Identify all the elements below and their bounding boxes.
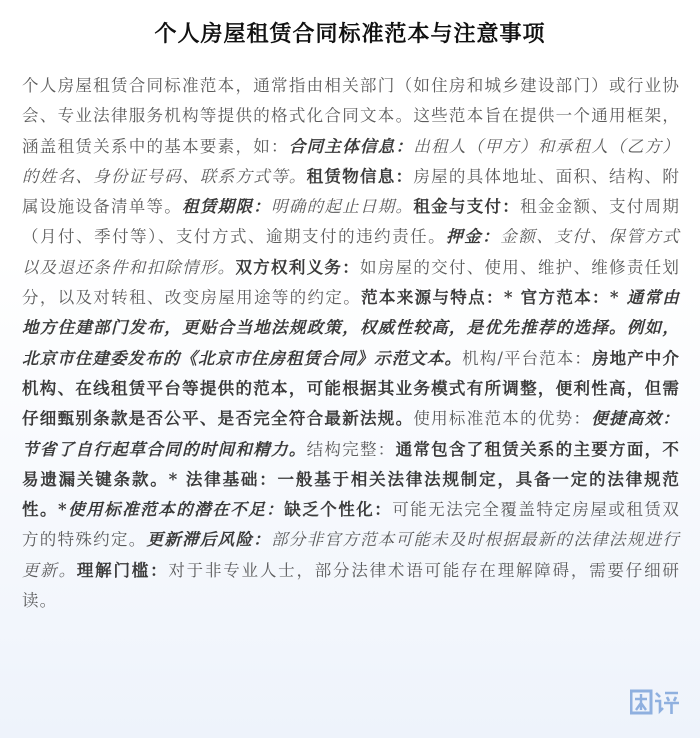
text-segment: 租赁期限：: [182, 197, 272, 217]
text-segment: *使用标准范本的潜在不足：: [58, 500, 285, 520]
text-segment: 结构完整：: [306, 439, 396, 459]
document-body: [22, 71, 680, 616]
text-segment: 房地产中介机构、在线租赁平台等提供的范本，可能根据其业务模式有所调整，便利性高，但需仔细甄别条款是否公平、是否完全符合最新法规。: [22, 348, 681, 429]
text-segment: 缺乏个性化：: [284, 500, 393, 520]
text-segment: 金额、支付、保管方式以及退还条件和扣除情形。: [22, 227, 680, 277]
text-segment: 便捷高效：节省了自行起草合同的时间和精力。: [22, 409, 681, 459]
text-segment: 对于非专业人士，部分法律术语可能存在理解障碍，需要仔细研读。: [22, 560, 680, 611]
text-segment: 如房屋的交付、使用、维护、维修责任划分，以及对转租、改变房屋用途等的约定。: [22, 257, 681, 308]
text-segment: 理解门槛：: [76, 560, 169, 580]
text-segment: 押金：: [446, 227, 501, 247]
watermark-logo: [630, 688, 680, 716]
text-segment: 租金金额、支付周期（月付、季付等）、支付方式、逾期支付的违约责任。: [22, 197, 680, 247]
text-segment: 通常包含了租赁关系的主要方面，不易遗漏关键条款。* 法律基础：一般基于相关法律法规制定，具备一定的法律规范性。: [22, 439, 681, 520]
text-segment: 可能无法完全覆盖特定房屋或租赁双方的特殊约定。: [22, 500, 680, 550]
text-segment: 房屋的具体地址、面积、结构、附属设施设备清单等。: [22, 166, 680, 217]
page-title: 个人房屋租赁合同标准范本与注意事项: [154, 22, 546, 47]
text-segment: * 通常由地方住建部门发布，更贴合当地法规政策，权威性较高，是优先推荐的选择。例如，北京市住建委发布的《北京市住房租赁合同》示范文本。: [22, 288, 681, 368]
text-segment: 部分非官方范本可能未及时根据最新的法律法规进行更新。: [22, 530, 681, 580]
text-segment: 机构/平台范本：: [462, 348, 592, 368]
text-segment: 更新滞后风险：: [146, 530, 272, 550]
text-segment: 合同主体信息：: [288, 136, 414, 156]
text-segment: 明确的起止日期。: [271, 197, 414, 217]
text-segment: 个人房屋租赁合同标准范本，通常指由相关部门（如住房和城乡建设部门）或行业协会、专业法律服务机构等提供的格式化合同文本。这些范本旨在提供一个通用框架，涵盖租赁关系中的基本要素，如：: [22, 76, 680, 156]
text-segment: 双方权利义务：: [235, 257, 360, 277]
text-segment: 租金与支付：: [413, 197, 521, 217]
text-segment: 租赁物信息：: [306, 166, 414, 186]
text-segment: 范本来源与特点：* 官方范本：: [361, 288, 610, 308]
logo-icon: [630, 688, 680, 716]
text-segment: 出租人（甲方）和承租人（乙方）的姓名、身份证号码、联系方式等。: [22, 136, 681, 186]
text-segment: 使用标准范本的优势：: [413, 409, 592, 429]
